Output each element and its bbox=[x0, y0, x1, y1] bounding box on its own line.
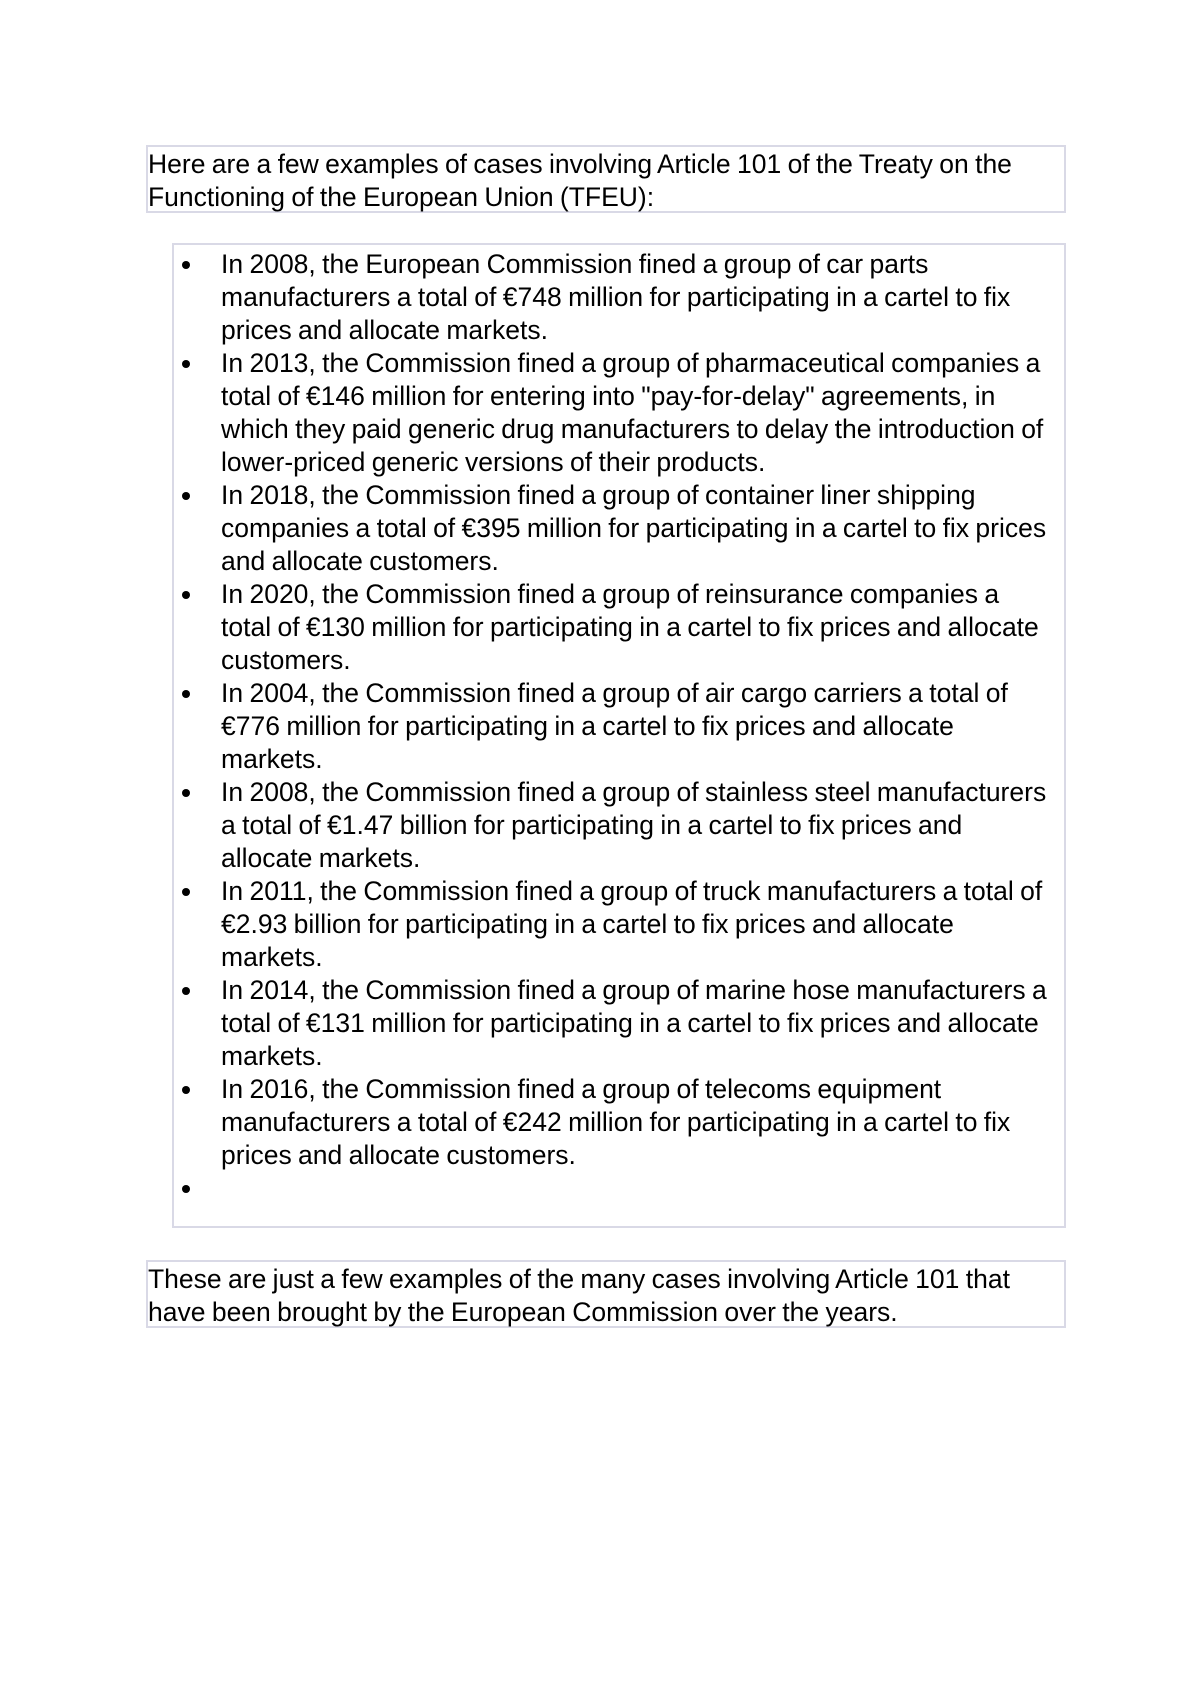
list-item bbox=[174, 974, 1054, 1073]
closing-text-box bbox=[146, 1260, 1066, 1328]
case-text: In 2016, the Commission fined a group of telecoms equipment manufacturers a total of €242 million for participating in a cartel to fix prices and allocate customers. bbox=[221, 1074, 1011, 1170]
closing-paragraph: These are just a few examples of the many cases involving Article 101 that have been brought by the European Commission over the years. bbox=[148, 1264, 1010, 1327]
bullet-icon bbox=[182, 492, 190, 500]
bullet-icon bbox=[182, 591, 190, 599]
list-item bbox=[174, 1073, 1054, 1172]
case-text: In 2008, the European Commission fined a group of car parts manufacturers a total of €748 million for participating in a cartel to fix prices and allocate markets. bbox=[221, 249, 1011, 345]
bullet-icon bbox=[182, 1086, 190, 1094]
case-text: In 2008, the Commission fined a group of stainless steel manufacturers a total of €1.47 billion for participating in a cartel to fix prices and allocate markets. bbox=[221, 777, 1047, 873]
list-item bbox=[174, 578, 1054, 677]
list-item bbox=[174, 776, 1054, 875]
intro-text-box bbox=[146, 145, 1066, 213]
bullet-icon bbox=[182, 1185, 190, 1193]
bullet-icon bbox=[182, 789, 190, 797]
list-item bbox=[174, 248, 1054, 347]
bullet-icon bbox=[182, 360, 190, 368]
bullet-icon bbox=[182, 888, 190, 896]
case-text: In 2004, the Commission fined a group of air cargo carriers a total of €776 million for participating in a cartel to fix prices and allocate markets. bbox=[221, 678, 1008, 774]
list-item-empty bbox=[174, 1172, 1054, 1205]
list-item bbox=[174, 347, 1054, 479]
bullet-icon bbox=[182, 261, 190, 269]
bullet-icon bbox=[182, 690, 190, 698]
case-text: In 2018, the Commission fined a group of container liner shipping companies a total of €395 million for participating in a cartel to fix prices and allocate customers. bbox=[221, 480, 1047, 576]
case-text: In 2013, the Commission fined a group of pharmaceutical companies a total of €146 million for entering into "pay-for-delay" agreements, in which they paid generic drug manufacturers to delay the introduction of lower-priced generic versions of their products. bbox=[221, 348, 1044, 477]
list-item bbox=[174, 479, 1054, 578]
cases-list-box bbox=[172, 243, 1066, 1228]
case-text: In 2014, the Commission fined a group of marine hose manufacturers a total of €131 million for participating in a cartel to fix prices and allocate markets. bbox=[221, 975, 1047, 1071]
intro-paragraph: Here are a few examples of cases involving Article 101 of the Treaty on the Functioning of the European Union (TFEU): bbox=[148, 149, 1012, 212]
case-text: In 2020, the Commission fined a group of reinsurance companies a total of €130 million for participating in a cartel to fix prices and allocate customers. bbox=[221, 579, 1039, 675]
bullet-icon bbox=[182, 987, 190, 995]
list-item bbox=[174, 875, 1054, 974]
cases-list bbox=[174, 245, 1064, 1205]
case-text: In 2011, the Commission fined a group of truck manufacturers a total of €2.93 billion for participating in a cartel to fix prices and allocate markets. bbox=[221, 876, 1043, 972]
list-item bbox=[174, 677, 1054, 776]
